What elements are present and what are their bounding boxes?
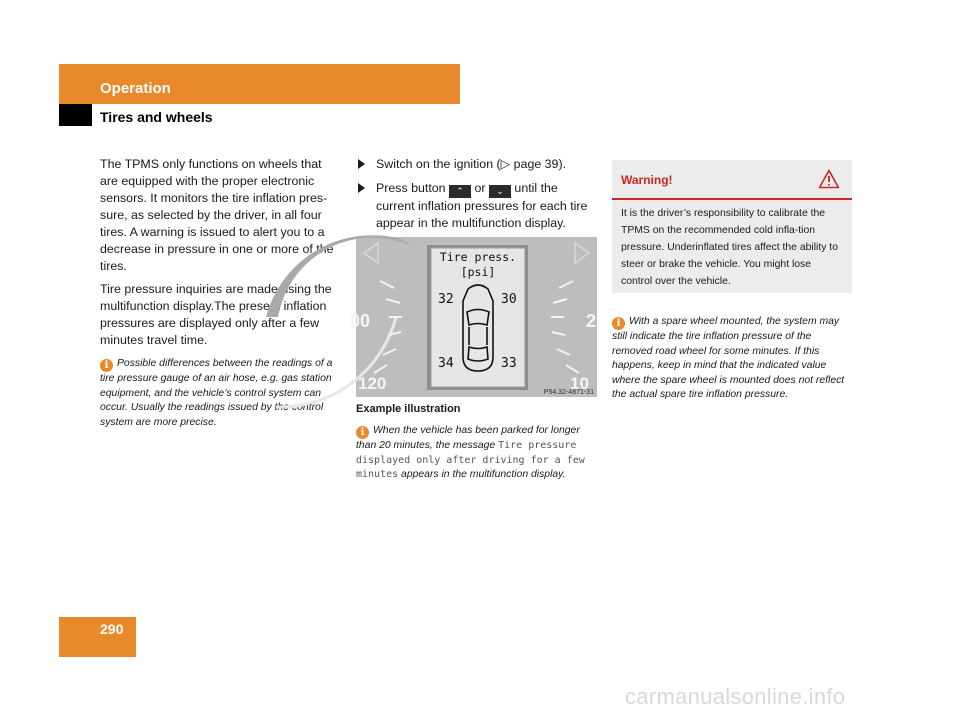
info-note-spare-text: With a spare wheel mounted, the system may still indicate the tire inflation pressure of the removed road wheel for some minutes. If this happens, keep in mind that the indicated value where the spare wheel is mounted does not reflect the actual spare tire inflation pressure. (612, 316, 845, 400)
step-ignition-ref: page 39). (513, 157, 567, 171)
step-or-text: or (474, 181, 486, 195)
step-press-button (356, 180, 598, 232)
subsection-title: Tires and wheels (100, 109, 213, 125)
section-title: Operation (100, 80, 171, 97)
warning-divider (612, 198, 852, 200)
gauge-right-top-label: 2 (586, 311, 597, 331)
info-icon: i (356, 426, 369, 439)
warning-box (612, 160, 852, 293)
warning-text: It is the driver’s responsibility to calibrate the TPMS on the recommended cold infla-tion pressure. Underinflated tires affect the ability to steer or brake the vehicle. You might lose control over the vehicle. (621, 208, 838, 287)
screen-unit: [psi] (460, 265, 496, 279)
screen-title: Tire press. (439, 250, 517, 264)
info-note-parked-text: When the vehicle has been parked for longer than 20 minutes, the message (356, 425, 580, 451)
gauge-left-bottom-label: 120 (358, 374, 387, 393)
instrument-cluster-graphic (350, 237, 597, 397)
info-note-parked-text-2: appears in the multifunction display. (401, 469, 566, 480)
info-note-text: Possible differences between the readings of a tire pressure gauge of an air hose, e.g. gas station equipment, and the vehicle’s control system can occur. Usually the readings issued by the control system are more precise. (100, 358, 333, 428)
step-ignition (356, 156, 598, 173)
page-number-box (59, 617, 136, 657)
info-icon: i (612, 317, 625, 330)
column-1 (100, 156, 342, 430)
paragraph-inquiries: Tire pressure inquiries are made using the multifunction display.The present inflation pressures are displayed only after a few minutes travel time. (100, 282, 332, 347)
tire-fl-value: 32 (438, 292, 454, 307)
warning-triangle-icon (818, 169, 840, 189)
tire-rl-value: 34 (438, 356, 454, 371)
info-note-spare (612, 315, 854, 403)
gauge-left-top-label: 00 (350, 311, 371, 331)
step-ignition-text: Switch on the ignition ( (376, 157, 501, 171)
info-icon: i (100, 359, 113, 372)
paragraph-tpms: The TPMS only functions on wheels that are equipped with the proper electronic sensors. It monitors the tire inflation pres-sure, as selected by the driver, in all four tires. A warning is issued to alert you to a decrease in pressure in one or more of the tires. (100, 157, 334, 273)
bullet-arrow-icon (358, 183, 365, 193)
watermark: carmanualsonline.info (625, 684, 846, 709)
tire-rr-value: 33 (501, 356, 517, 371)
step-press-text-2: until the current inflation pressures for each tire appear in the multifunction display. (376, 181, 588, 230)
warning-title: Warning! (621, 173, 673, 187)
message-text: Tire pressure displayed only after driving for a few minutes (356, 440, 585, 480)
info-note-parked (356, 424, 598, 483)
header-tab (59, 104, 92, 126)
page-ref-icon: ▷ (500, 157, 511, 171)
illustration-code: P54.32-4871-31 (543, 389, 594, 396)
column-2-lower (356, 403, 598, 483)
column-2 (356, 156, 598, 232)
page-number: 290 (100, 621, 124, 637)
bullet-arrow-icon (358, 159, 365, 169)
column-3-lower (612, 315, 854, 403)
arrow-up-key-icon: ⌃ (449, 185, 471, 198)
info-note-readings (100, 357, 342, 430)
tire-pressure-illustration (350, 237, 597, 397)
arrow-down-key-icon: ⌄ (489, 185, 511, 198)
illustration-caption: Example illustration (356, 403, 461, 415)
step-press-text: Press button (376, 181, 446, 195)
gauge-right-bottom-label: 10 (570, 374, 589, 393)
tire-fr-value: 30 (501, 292, 517, 307)
